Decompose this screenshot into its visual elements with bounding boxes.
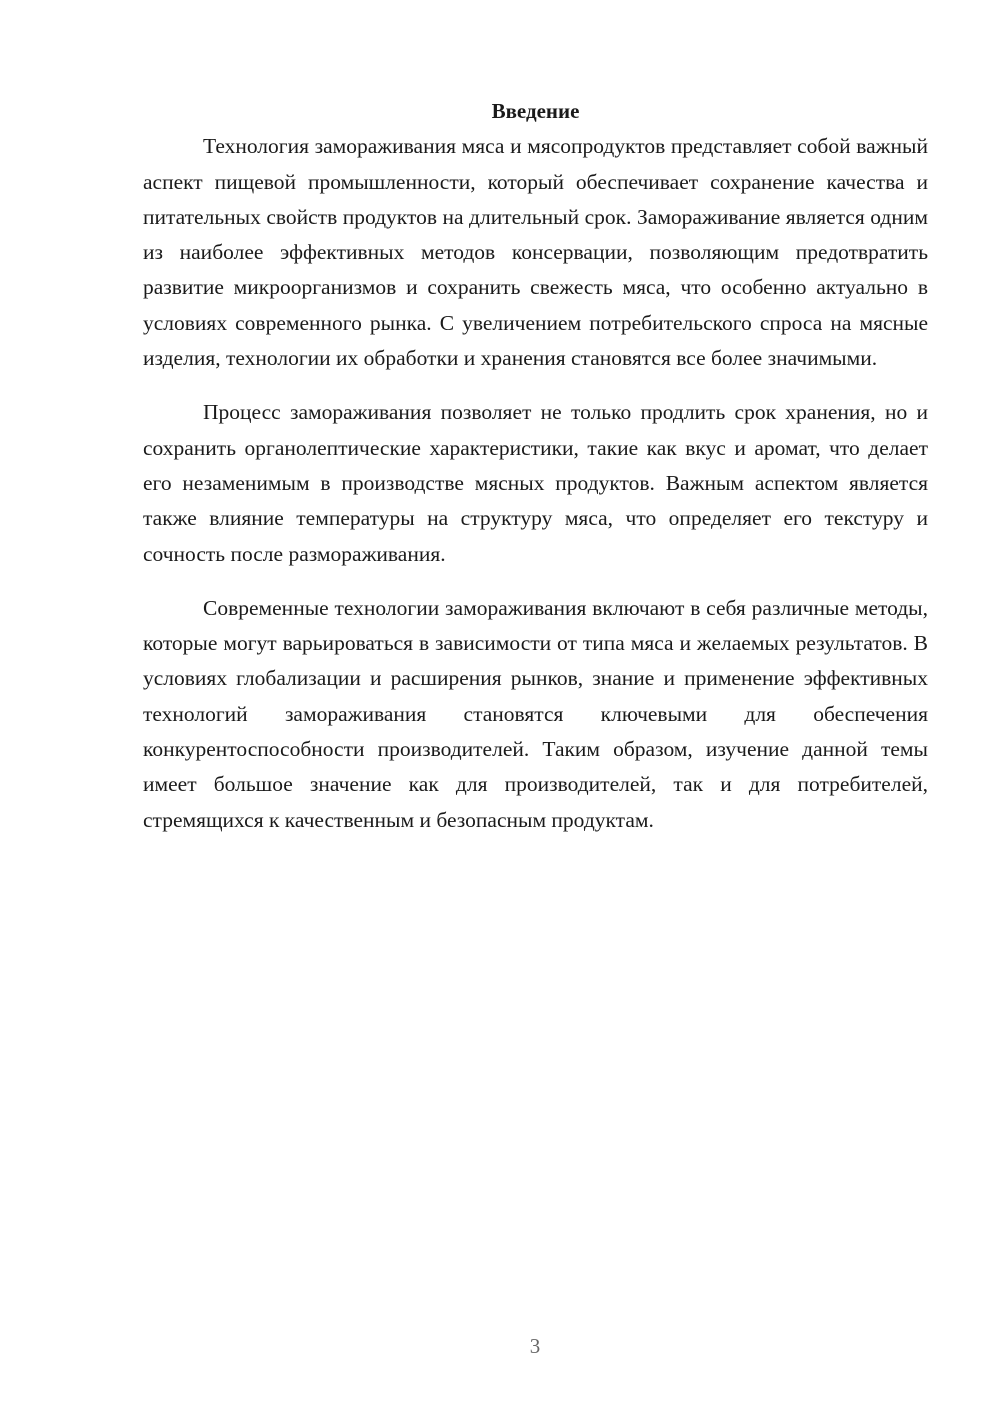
- paragraph-2: Процесс замораживания позволяет не только продлить срок хранения, но и сохранить органолептические характеристики, такие как вкус и аромат, что делает его незаменимым в производстве мясных продуктов. Важным аспектом является также влияние температуры на структуру мяса, что определяет его текстуру и сочность после размораживания.: [143, 400, 928, 566]
- page-body: [143, 94, 928, 838]
- page-number: 3: [529, 1334, 541, 1358]
- paragraph-1: Технология замораживания мяса и мясопродуктов представляет собой важный аспект пищевой промышленности, который обеспечивает сохранение качества и питательных свойств продуктов на длительный срок. Замораживание является одним из наиболее эффективных методов консервации, позволяющим предотвратить развитие микроорганизмов и сохранить свежесть мяса, что особенно актуально в условиях современного рынка. С увеличением потребительского спроса на мясные изделия, технологии их обработки и хранения становятся все более значимыми.: [143, 134, 928, 371]
- paragraph-3: Современные технологии замораживания включают в себя различные методы, которые могут варьироваться в зависимости от типа мяса и желаемых результатов. В условиях глобализации и расширения рынков, знание и применение эффективных технологий замораживания становятся ключевыми для обеспечения конкурентоспособности производителей. Таким образом, изучение данной темы имеет большое значение как для производителей, так и для потребителей, стремящихся к качественным и безопасным продуктам.: [143, 595, 928, 832]
- section-heading: Введение: [491, 99, 580, 123]
